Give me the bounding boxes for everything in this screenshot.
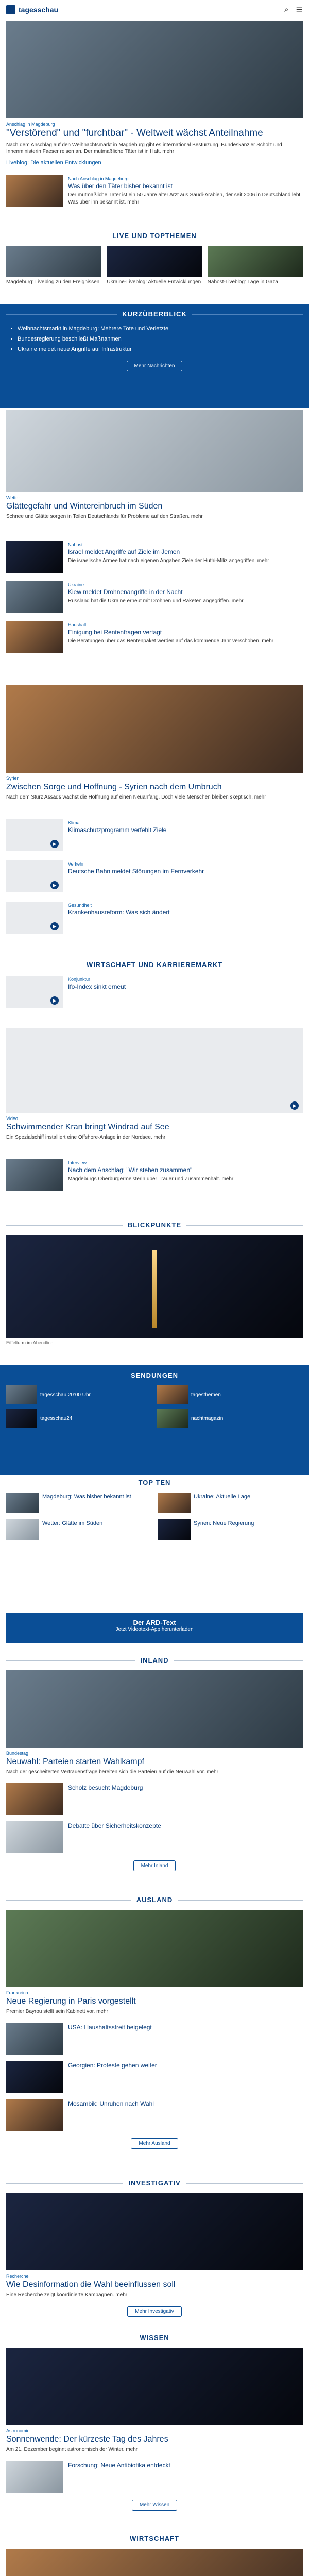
inland-section-title: INLAND (0, 1656, 309, 1664)
wissen-item-image[interactable] (6, 2461, 63, 2493)
story-kicker: Verkehr (68, 861, 84, 867)
live-item-image[interactable] (6, 246, 101, 277)
blick-image[interactable] (6, 1235, 303, 1338)
story-kicker: Haushalt (68, 622, 87, 628)
tower-shape (152, 1250, 157, 1328)
kurz-line[interactable]: • Ukraine meldet neue Angriffe auf Infrastruktur (18, 345, 299, 355)
ausland-kicker: Frankreich (6, 1990, 28, 1995)
live-section-title: LIVE UND TOPTHEMEN (0, 232, 309, 240)
sendung-thumbnail[interactable] (157, 1409, 188, 1428)
topten-headline[interactable]: Ukraine: Aktuelle Lage (194, 1494, 251, 1500)
kurz-line[interactable]: • Weihnachtsmarkt in Magdeburg: Mehrere Tote und Verletzte (18, 324, 299, 334)
ausland-headline[interactable]: Neue Regierung in Paris vorgestellt (6, 1997, 136, 2006)
site-logo[interactable] (6, 5, 58, 14)
ausland-item-image[interactable] (6, 2023, 63, 2055)
invest-kicker: Recherche (6, 2274, 29, 2279)
invest-lead-image[interactable] (6, 2193, 303, 2270)
wissen-lead-image[interactable] (6, 2348, 303, 2425)
live-item-label[interactable]: Nahost-Liveblog: Lage in Gaza (207, 279, 278, 285)
story-image[interactable] (6, 541, 63, 573)
video-thumbnail[interactable] (6, 902, 63, 934)
topten-headline[interactable]: Magdeburg: Was bisher bekannt ist (42, 1494, 131, 1500)
story-image[interactable] (6, 621, 63, 653)
story-headline[interactable]: Ifo-Index sinkt erneut (68, 983, 126, 990)
inland-lead-image[interactable] (6, 1670, 303, 1748)
inland-teaser: Nach der gescheiterten Vertrauensfrage bereiten sich die Parteien auf die Neuwahl vor. mehr (6, 1769, 218, 1775)
story-kicker: Ukraine (68, 582, 84, 587)
person-kicker: Interview (68, 1160, 87, 1165)
wirtschaft-section-title: WIRTSCHAFT (0, 2535, 309, 2543)
sendung-name[interactable]: tagesschau 20:00 Uhr (40, 1392, 91, 1398)
inland-item-headline[interactable]: Debatte über Sicherheitskonzepte (68, 1822, 161, 1829)
ausland-section-title: AUSLAND (0, 1896, 309, 1904)
topten-image[interactable] (158, 1519, 191, 1540)
sendung-thumbnail[interactable] (6, 1409, 37, 1428)
ausland-more-button[interactable]: Mehr Ausland (131, 2138, 178, 2149)
wissen-more-button[interactable]: Mehr Wissen (132, 2500, 177, 2511)
big-story-kicker: Syrien (6, 776, 20, 781)
sendung-name[interactable]: tagesschau24 (40, 1415, 73, 1421)
person-teaser: Magdeburgs Oberbürgermeisterin über Trauer und Zusammenhalt. mehr (68, 1176, 234, 1182)
live-item-image[interactable] (208, 246, 303, 277)
big-video-thumbnail[interactable] (6, 1028, 303, 1113)
wissen-headline[interactable]: Sonnenwende: Der kürzeste Tag des Jahres (6, 2435, 168, 2444)
logo-text: tagesschau (19, 6, 59, 14)
ausland-item-headline[interactable]: Georgien: Proteste gehen weiter (68, 2061, 157, 2069)
story-teaser: Die israelische Armee hat nach eigenen Angaben Ziele der Huthi-Miliz angegriffen. mehr (68, 558, 269, 564)
menu-icon[interactable]: ☰ (296, 6, 303, 14)
topten-headline[interactable]: Wetter: Glätte im Süden (42, 1520, 103, 1527)
second-story-teaser: Der mutmaßliche Täter ist ein 50 Jahre alter Arzt aus Saudi-Arabien, der seit 2006 in Deutschland lebt. Was über ihn bekannt ist. mehr (68, 192, 302, 205)
promo-banner[interactable] (6, 1613, 303, 1643)
inland-item-image[interactable] (6, 1821, 63, 1853)
big-video-headline[interactable]: Schwimmender Kran bringt Windrad auf See (6, 1123, 169, 1131)
top-story-kicker: Anschlag in Magdeburg (6, 122, 55, 127)
person-headline[interactable]: Nach dem Anschlag: "Wir stehen zusammen" (68, 1166, 193, 1174)
story-kicker: Konjunktur (68, 977, 91, 982)
ausland-item-headline[interactable]: Mosambik: Unruhen nach Wahl (68, 2099, 154, 2107)
video-thumbnail[interactable] (6, 976, 63, 1008)
site-header (0, 0, 309, 20)
inland-item-image[interactable] (6, 1783, 63, 1815)
blick-caption: Eiffelturm im Abendlicht (6, 1340, 55, 1345)
story-image[interactable] (6, 410, 303, 492)
big-video-teaser: Ein Spezialschiff installiert eine Offshore-Anlage in der Nordsee. mehr (6, 1134, 166, 1141)
story-kicker: Wetter (6, 495, 20, 500)
kurzueberblick-box (0, 304, 309, 408)
live-item-image[interactable] (107, 246, 202, 277)
story-teaser: Russland hat die Ukraine erneut mit Drohnen und Raketen angegriffen. mehr (68, 598, 244, 604)
story-headline[interactable]: Glättegefahr und Wintereinbruch im Süden (6, 502, 163, 511)
sendung-name[interactable]: tagesthemen (191, 1392, 221, 1398)
story-headline[interactable]: Krankenhausreform: Was sich ändert (68, 909, 170, 916)
kurz-section-title: KURZÜBERBLICK (0, 310, 309, 318)
inland-headline[interactable]: Neuwahl: Parteien starten Wahlkampf (6, 1757, 144, 1766)
story-teaser: Die Beratungen über das Rentenpaket werden auf das kommende Jahr verschoben. mehr (68, 638, 274, 645)
big-story-teaser: Nach dem Sturz Assads wächst die Hoffnung auf einen Neuanfang. Doch viele Menschen bleiben skeptisch. mehr (6, 794, 266, 801)
ausland-lead-image[interactable] (6, 1910, 303, 1987)
second-story-image[interactable] (6, 175, 63, 207)
sendungen-section-title: SENDUNGEN (0, 1371, 309, 1379)
invest-more-button[interactable]: Mehr Investigativ (127, 2306, 182, 2317)
banner-sub: Jetzt Videotext-App herunterladen (115, 1626, 194, 1632)
top-story-teaser: Nach dem Anschlag auf den Weihnachtsmarkt in Magdeburg gibt es international Bestürzung. Bundeskanzler Scholz und Innenministerin Faeser reisen an. Der mutmaßliche Täter ist in Haft. mehr (6, 142, 282, 155)
story-headline[interactable]: Klimaschutzprogramm verfehlt Ziele (68, 826, 167, 834)
inland-more-button[interactable]: Mehr Inland (133, 1860, 176, 1871)
sendung-thumbnail[interactable] (6, 1385, 37, 1404)
story-kicker: Klima (68, 820, 80, 825)
inland-kicker: Bundestag (6, 1751, 29, 1756)
invest-headline[interactable]: Wie Desinformation die Wahl beeinflussen soll (6, 2280, 176, 2289)
story-headline[interactable]: Kiew meldet Drohnenangriffe in der Nacht (68, 588, 183, 596)
logo-icon (6, 5, 15, 14)
live-item-label[interactable]: Ukraine-Liveblog: Aktuelle Entwicklungen (107, 279, 201, 285)
second-story-headline[interactable]: Was über den Täter bisher bekannt ist (68, 182, 173, 190)
wirtschaft-lead-image[interactable] (6, 2549, 303, 2576)
story-teaser: Schnee und Glätte sorgen in Teilen Deutschlands für Probleme auf den Straßen. mehr (6, 514, 203, 520)
video-thumbnail[interactable] (6, 860, 63, 892)
ausland-item-headline[interactable]: USA: Haushaltsstreit beigelegt (68, 2023, 152, 2031)
ausland-item-image[interactable] (6, 2099, 63, 2131)
topten-image[interactable] (6, 1519, 39, 1540)
wissen-teaser: Am 21. Dezember beginnt astronomisch der Winter. mehr (6, 2447, 138, 2453)
liveblog-link[interactable]: Liveblog: Die aktuellen Entwicklungen (6, 159, 101, 166)
story-headline[interactable]: Deutsche Bahn meldet Störungen im Fernverkehr (68, 868, 204, 875)
top-story-image[interactable] (6, 21, 303, 118)
second-story-kicker: Nach Anschlag in Magdeburg (68, 176, 129, 181)
topten-headline[interactable]: Syrien: Neue Regierung (194, 1520, 254, 1527)
wissen-item-headline[interactable]: Forschung: Neue Antibiotika entdeckt (68, 2461, 170, 2469)
wissen-kicker: Astronomie (6, 2428, 30, 2433)
topten-image[interactable] (6, 1493, 39, 1513)
ausland-item-image[interactable] (6, 2061, 63, 2093)
invest-section-title: INVESTIGATIV (0, 2179, 309, 2187)
live-item-label[interactable]: Magdeburg: Liveblog zu den Ereignissen (6, 279, 100, 285)
ausland-teaser: Premier Bayrou stellt sein Kabinett vor. mehr (6, 2009, 108, 2015)
big-story-image[interactable] (6, 685, 303, 773)
banner-title: Der ARD-Text (133, 1619, 176, 1626)
story-image[interactable] (6, 581, 63, 613)
sendungen-box (0, 1365, 309, 1475)
kurz-more-button[interactable]: Mehr Nachrichten (127, 361, 183, 371)
kurz-line[interactable]: • Bundesregierung beschließt Maßnahmen (18, 334, 299, 345)
wirt-section-title: WIRTSCHAFT UND KARRIEREMARKT (0, 961, 309, 969)
big-video-kicker: Video (6, 1116, 18, 1121)
invest-teaser: Eine Recherche zeigt koordinierte Kampagnen. mehr (6, 2292, 128, 2298)
sendung-name[interactable]: nachtmagazin (191, 1415, 224, 1421)
story-kicker: Gesundheit (68, 903, 92, 908)
search-icon[interactable]: ⌕ (284, 5, 289, 14)
big-story-headline[interactable]: Zwischen Sorge und Hoffnung - Syrien nach dem Umbruch (6, 783, 222, 791)
story-headline[interactable]: Israel meldet Angriffe auf Ziele im Jemen (68, 548, 180, 555)
wissen-section-title: WISSEN (0, 2334, 309, 2342)
topten-section-title: TOP TEN (0, 1479, 309, 1486)
blick-section-title: BLICKPUNKTE (0, 1221, 309, 1229)
inland-item-headline[interactable]: Scholz besucht Magdeburg (68, 1784, 143, 1791)
top-story-headline[interactable]: "Verstörend" und "furchtbar" - Weltweit wächst Anteilnahme (6, 128, 263, 139)
story-kicker: Nahost (68, 542, 83, 547)
person-image[interactable] (6, 1159, 63, 1191)
sendung-thumbnail[interactable] (157, 1385, 188, 1404)
video-thumbnail[interactable] (6, 819, 63, 851)
topten-image[interactable] (158, 1493, 191, 1513)
story-headline[interactable]: Einigung bei Rentenfragen vertagt (68, 629, 162, 636)
